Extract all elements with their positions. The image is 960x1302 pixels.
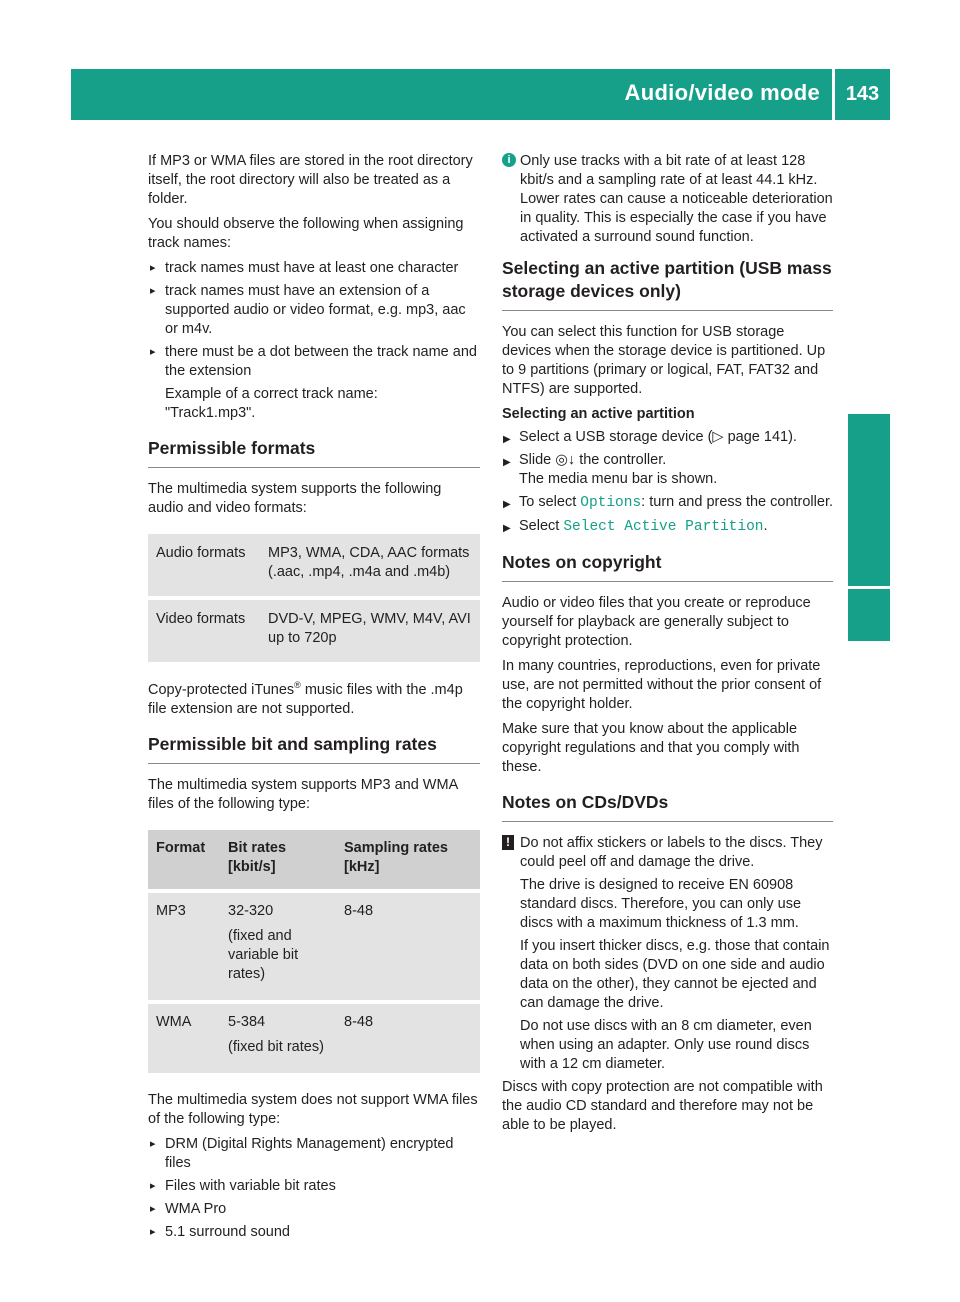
list-item: ▸ DRM (Digital Rights Management) encrypted files [148, 1135, 480, 1173]
copyright-paragraph: Make sure that you know about the applicable copyright regulations and that you comply with these. [502, 721, 800, 775]
right-column [502, 152, 833, 1141]
step-item [502, 451, 833, 489]
step-result: The media menu bar is shown. [519, 471, 718, 487]
partition-subheading: Selecting an active partition [502, 406, 695, 422]
info-icon: i [502, 153, 516, 167]
list-item [148, 343, 480, 423]
example-value: "Track1.mp3". [165, 405, 256, 421]
warning-paragraph: If you insert thicker discs, e.g. those that contain data on both sides (DVD on one side and audio data on the other), they cannot be ejected and can damage the drive. [520, 938, 830, 1011]
section-heading-formats: Permissible formats [148, 437, 480, 468]
step-text-pre: Slide [519, 452, 556, 468]
list-item: ▸ 5.1 surround sound [148, 1223, 480, 1242]
warning-paragraph: Do not use discs with an 8 cm diameter, even when using an adapter. Only use round discs with a 12 cm diameter. [520, 1018, 812, 1072]
step-text-post: . [763, 518, 768, 534]
step-text-post: : turn and press the controller. [641, 494, 833, 510]
assign-paragraph: You should observe the following when assigning track names: [148, 216, 464, 251]
step-item [502, 517, 833, 537]
rates-intro: The multimedia system supports MP3 and WMA files of the following type: [148, 776, 458, 812]
registered-mark: ® [294, 680, 301, 690]
page-number: 143 [845, 83, 880, 105]
side-tab-square [848, 589, 890, 641]
column-header: Bit rates [kbit/s] [220, 830, 336, 889]
formats-table [148, 530, 480, 666]
chapter-title: Audio/video mode [624, 80, 820, 105]
copy-protected-note [148, 676, 480, 719]
controller-slide-icon: ◎↓ [555, 452, 576, 468]
section-heading-partition: Selecting an active partition (USB mass storage devices only) [502, 257, 833, 311]
bitrate-value: 32-320 [228, 902, 274, 919]
step-text-post: the controller. [575, 452, 667, 468]
bitrate-value: 5-384 [228, 1013, 266, 1030]
partition-intro: You can select this function for USB storage devices when the storage device is partitioned. Up to 9 partitions (primary or logical, FAT, FAT32 and NTFS) are supported. [502, 324, 826, 397]
rates-table [148, 826, 480, 1077]
list-item-text: ▸ there must be a dot between the track name and the extension [165, 344, 477, 379]
table-row [148, 893, 480, 1000]
table-cell: DVD-V, MPEG, WMV, M4V, AVI up to 720p [260, 600, 480, 662]
copy-protected-text-end: music files with the .m4p file extension are not supported. [148, 681, 463, 717]
side-tab-label: Media [855, 465, 882, 535]
warning-paragraph: The drive is designed to receive EN 60908 standard discs. Therefore, you can only use discs with a maximum thickness of 1.3 mm. [520, 877, 802, 931]
table-cell: Audio formats [148, 534, 260, 596]
info-note [502, 152, 833, 247]
step-text-pre: Select [519, 518, 564, 534]
table-cell: MP3, WMA, CDA, AAC formats (.aac, .mp4, .m4a and .m4b) [260, 534, 480, 596]
left-column [148, 152, 480, 1246]
section-heading-copyright: Notes on copyright [502, 551, 833, 582]
column-header: Sampling rates [kHz] [336, 830, 480, 889]
section-heading-cds: Notes on CDs/DVDs [502, 791, 833, 822]
select-active-partition-menu-item: Select Active Partition [563, 519, 764, 535]
table-cell: Video formats [148, 600, 260, 662]
warning-paragraph: Do not affix stickers or labels to the discs. They could peel off and damage the drive. [520, 835, 823, 870]
table-row [148, 1004, 480, 1073]
copyright-paragraph: In many countries, reproductions, even for private use, are not permitted without the prior consent of the copyright holder. [502, 658, 822, 712]
intro-paragraph: If MP3 or WMA files are stored in the root directory itself, the root directory will also be treated as a folder. [148, 153, 473, 207]
table-cell [220, 1004, 336, 1073]
warning-note [502, 834, 833, 1074]
step-text-pre: To select [519, 494, 581, 510]
step-item [502, 493, 833, 513]
section-heading-rates: Permissible bit and sampling rates [148, 733, 480, 764]
unsupported-intro: The multimedia system does not support WMA files of the following type: [148, 1091, 478, 1127]
step-text [519, 451, 833, 470]
copy-protected-text: Copy-protected iTunes [148, 681, 295, 698]
list-item: ▸ track names must have an extension of a supported audio or video format, e.g. mp3, aac or m4v. [148, 282, 480, 339]
list-item: ▸ track names must have at least one character [148, 259, 480, 278]
column-header: Format [148, 830, 220, 889]
example-label: Example of a correct track name: [165, 386, 378, 402]
info-note-text: Only use tracks with a bit rate of at least 128 kbit/s and a sampling rate of at least 44.1 kHz. Lower rates can cause a noticeable deterioration in quality. This is especially the case if you have activated a surround sound function. [520, 153, 833, 245]
table-cell [220, 893, 336, 1000]
formats-intro: The multimedia system supports the following audio and video formats: [148, 481, 442, 516]
table-cell: WMA [148, 1004, 220, 1073]
list-item: ▸ Files with variable bit rates [148, 1177, 480, 1196]
bitrate-note: (fixed bit rates) [228, 1038, 324, 1055]
table-cell: MP3 [148, 893, 220, 1000]
table-row [148, 600, 480, 662]
step-item: ▶ Select a USB storage device (▷ page 141). [502, 428, 833, 447]
copy-protection-paragraph: Discs with copy protection are not compatible with the audio CD standard and therefore may not be able to be played. [502, 1079, 823, 1133]
bitrate-note: (fixed and variable bit rates) [228, 927, 299, 982]
table-header-row [148, 830, 480, 889]
options-menu-item: Options [580, 495, 642, 511]
warning-icon: ! [502, 835, 514, 850]
table-cell: 8-48 [336, 893, 480, 1000]
table-row [148, 534, 480, 596]
copyright-paragraph: Audio or video files that you create or reproduce yourself for playback are generally subject to copyright protection. [502, 595, 811, 649]
table-cell: 8-48 [336, 1004, 480, 1073]
list-item: ▸ WMA Pro [148, 1200, 480, 1219]
